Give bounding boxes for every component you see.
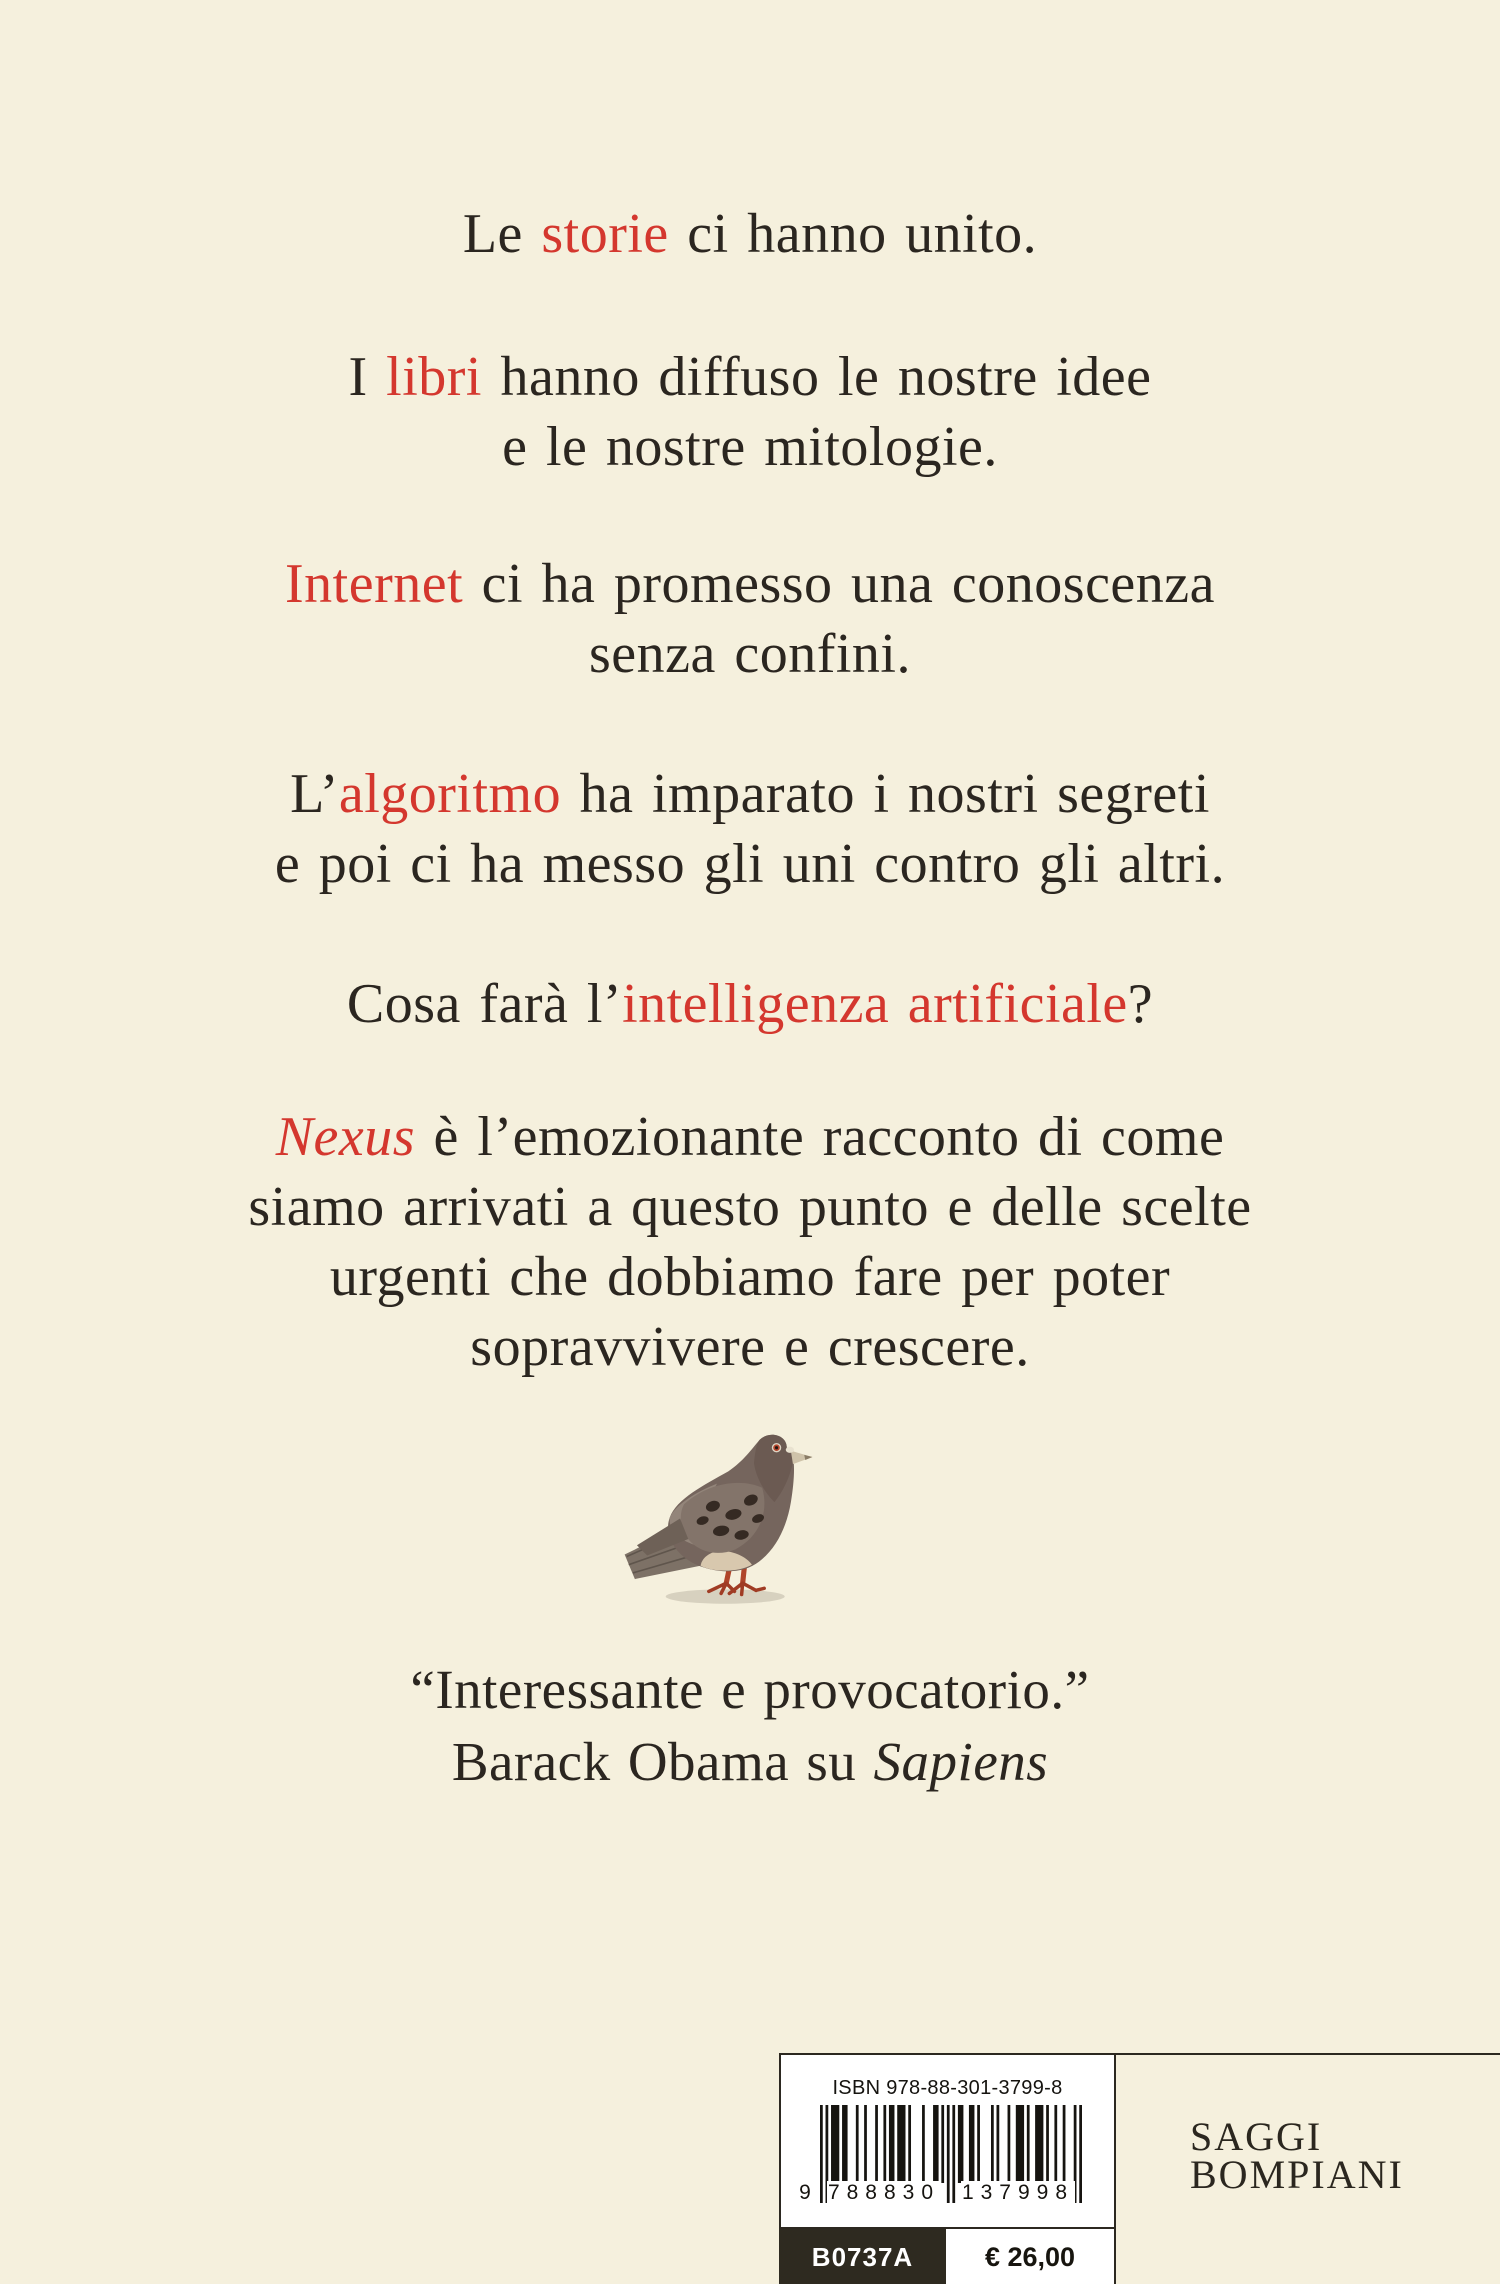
blurb-block-libri bbox=[0, 342, 1500, 482]
blurb-line bbox=[0, 829, 1500, 899]
blurb-line bbox=[0, 1242, 1500, 1312]
blurb-line bbox=[0, 1172, 1500, 1242]
quote-line bbox=[0, 1654, 1500, 1726]
blurb-highlight: libri bbox=[386, 346, 482, 408]
blurb-block-storie bbox=[0, 199, 1500, 269]
blurb-text: e le nostre mitologie. bbox=[502, 416, 998, 478]
isbn-label: ISBN 978-88-301-3799-8 bbox=[832, 2077, 1063, 2099]
blurb-text: urgenti che dobbiamo fare per poter bbox=[329, 1246, 1171, 1308]
blurb-highlight: Internet bbox=[285, 553, 464, 615]
publisher-imprint bbox=[1190, 2114, 1404, 2197]
blurb-block-internet bbox=[0, 549, 1500, 689]
quote-author: Barack Obama su bbox=[451, 1731, 874, 1792]
blurb-text: L’ bbox=[290, 763, 339, 825]
blurb-line bbox=[0, 1312, 1500, 1382]
pigeon-photo bbox=[612, 1420, 822, 1615]
blurb-highlight: storie bbox=[541, 203, 669, 265]
blurb-text: e poi ci ha messo gli uni contro gli altri. bbox=[274, 833, 1226, 895]
blurb-text: Le bbox=[462, 203, 542, 265]
edition-code-badge: B0737A bbox=[779, 2229, 946, 2284]
blurb-text: ? bbox=[1127, 973, 1154, 1035]
blurb-highlight: algoritmo bbox=[338, 763, 562, 825]
blurb-text: è l’emozionante racconto di come bbox=[415, 1106, 1225, 1168]
blurb-line bbox=[0, 619, 1500, 689]
barcode-digit-first: 9 bbox=[799, 2181, 811, 2204]
imprint-line-bompiani: BOMPIANI bbox=[1190, 2152, 1404, 2197]
blurb-line bbox=[0, 342, 1500, 412]
blurb-text: ci hanno unito. bbox=[668, 203, 1038, 265]
barcode-digits-left: 788830 bbox=[827, 2181, 941, 2204]
quote-book-title: Sapiens bbox=[873, 1731, 1049, 1792]
blurb-line bbox=[0, 549, 1500, 619]
blurb-text: hanno diffuso le nostre idee bbox=[481, 346, 1152, 408]
quote-text: “Interessante e provocatorio.” bbox=[410, 1659, 1090, 1720]
barcode-digits-right: 137998 bbox=[961, 2181, 1075, 2204]
quote-attribution bbox=[0, 1726, 1500, 1798]
blurb-text: ha imparato i nostri segreti bbox=[561, 763, 1210, 825]
blurb-text: I bbox=[348, 346, 387, 408]
blurb-text: siamo arrivati a questo punto e delle scelte bbox=[248, 1176, 1252, 1238]
blurb-line bbox=[0, 199, 1500, 269]
blurb-text: senza confini. bbox=[589, 623, 911, 685]
blurb-highlight: intelligenza artificiale bbox=[622, 973, 1128, 1035]
footer-block bbox=[779, 2053, 1500, 2284]
blurb-text: sopravvivere e crescere. bbox=[470, 1316, 1030, 1378]
review-quote bbox=[0, 1654, 1500, 1798]
isbn-barcode-box bbox=[779, 2055, 1116, 2229]
blurb-line bbox=[0, 1102, 1500, 1172]
blurb-line bbox=[0, 759, 1500, 829]
blurb-text: Cosa farà l’ bbox=[346, 973, 623, 1035]
blurb-block-algoritmo bbox=[0, 759, 1500, 899]
pigeon-illustration bbox=[612, 1420, 822, 1615]
ean13-barcode bbox=[799, 2105, 1082, 2207]
imprint-line-saggi: SAGGI bbox=[1190, 2114, 1323, 2159]
blurb-line bbox=[0, 412, 1500, 482]
divider-line bbox=[1114, 2229, 1116, 2284]
blurb-block-intelligenza bbox=[0, 969, 1500, 1039]
blurb-block-nexus bbox=[0, 1102, 1500, 1382]
price-label: € 26,00 bbox=[946, 2229, 1114, 2284]
blurb-highlight-nexus: Nexus bbox=[275, 1106, 416, 1168]
blurb-text: ci ha promesso una conoscenza bbox=[463, 553, 1215, 615]
blurb-line bbox=[0, 969, 1500, 1039]
